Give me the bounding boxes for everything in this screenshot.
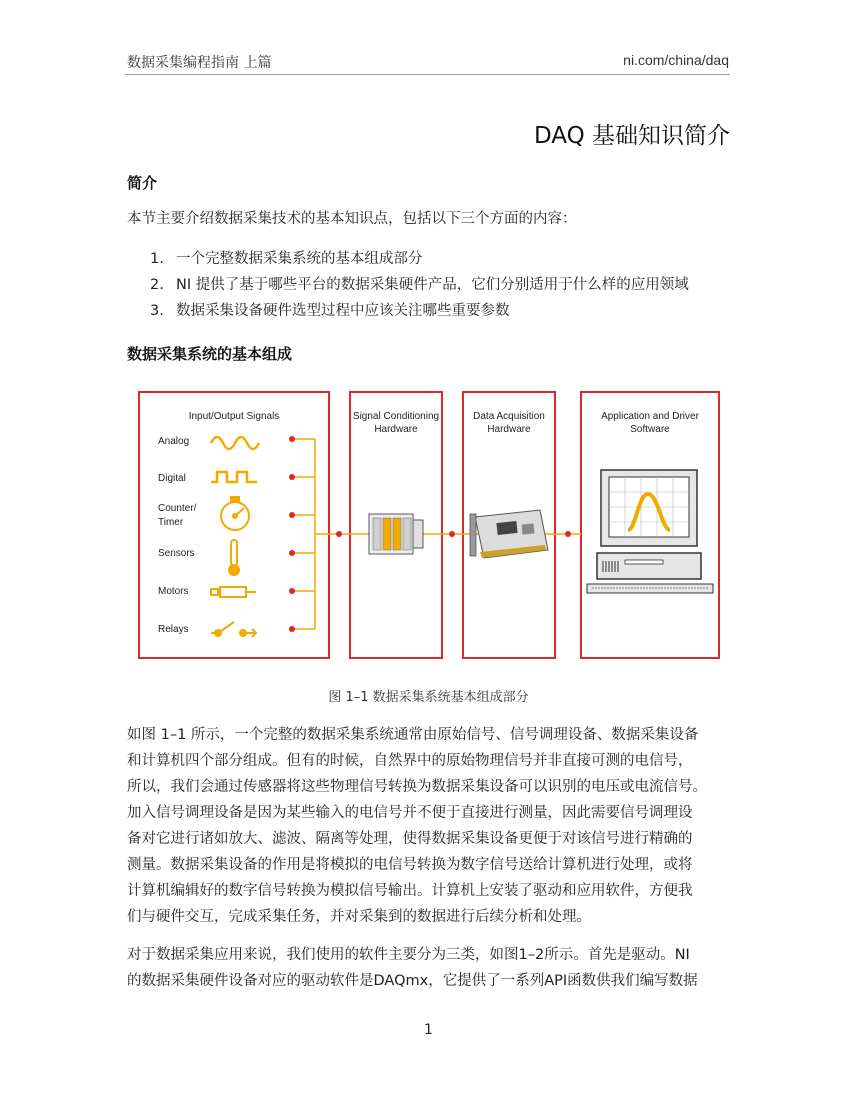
- app-box-title-1: Application and Driver: [601, 411, 699, 422]
- text-line: 对于数据采集应用来说，我们使用的软件主要分为三类，如图1–2所示。首先是驱动。NI: [127, 947, 690, 963]
- body-paragraph-1: [127, 722, 742, 930]
- daq-box-title-1: Data Acquisition: [473, 411, 545, 422]
- signal-label-motors: Motors: [158, 586, 189, 597]
- list-item: 3. 数据采集设备硬件选型过程中应该关注哪些重要参数: [150, 303, 510, 319]
- page-number: 1: [424, 1022, 433, 1038]
- computer-icon: [587, 470, 713, 593]
- text-line: 和计算机四个部分组成。但有的时候，自然界中的原始物理信号并非直接可测的电信号，: [127, 753, 693, 769]
- text-line: 加入信号调理设备是因为某些输入的电信号并不便于直接进行测量，因此需要信号调理设: [127, 805, 693, 821]
- signal-label-relays: Relays: [158, 624, 189, 635]
- daq-box-title-2: Hardware: [487, 424, 531, 435]
- text-line: 如图 1–1 所示，一个完整的数据采集系统通常由原始信号、信号调理设备、数据采集设备: [127, 727, 699, 743]
- signal-label-digital: Digital: [158, 473, 186, 484]
- section-heading-intro: 简介: [127, 174, 158, 192]
- thermometer-icon: [229, 540, 239, 575]
- signal-conditioning-module-icon: [369, 514, 423, 554]
- signal-label-counter: Counter/: [158, 503, 197, 514]
- app-box-title-2: Software: [630, 424, 670, 435]
- text-line: 计算机编辑好的数字信号转换为模拟信号输出。计算机上安装了驱动和应用软件，方便我: [127, 883, 693, 899]
- signal-label-analog: Analog: [158, 436, 190, 447]
- text-line: 测量。数据采集设备的作用是将模拟的电信号转换为数字信号送给计算机进行处理，或将: [127, 857, 693, 873]
- running-header-title: 数据采集编程指南 上篇: [127, 55, 272, 71]
- text-line: 备对它进行诸如放大、滤波、隔离等处理，使得数据采集设备更便于对该信号进行精确的: [127, 831, 693, 847]
- motor-icon: [211, 587, 256, 597]
- relay-switch-icon: [211, 622, 256, 637]
- signal-label-timer: Timer: [158, 517, 184, 528]
- page-title: DAQ 基础知识简介: [533, 123, 730, 149]
- body-paragraph-2: [127, 942, 742, 994]
- section-heading-components: 数据采集系统的基本组成: [127, 345, 293, 363]
- figure-caption: 图 1–1 数据采集系统基本组成部分: [328, 690, 529, 705]
- digital-pulse-icon: [211, 472, 257, 482]
- text-line: 们与硬件交互，完成采集任务，并对采集到的数据进行后续分析和处理。: [127, 909, 591, 925]
- list-item: 2. NI 提供了基于哪些平台的数据采集硬件产品，它们分别适用于什么样的应用领域: [150, 277, 689, 293]
- text-line: 的数据采集硬件设备对应的驱动软件是DAQmx，它提供了一系列API函数供我们编写数据: [127, 973, 698, 989]
- daq-card-icon: [470, 510, 548, 558]
- sc-box-title-1: Signal Conditioning: [352, 411, 440, 422]
- running-header-url: ni.com/china/daq: [623, 52, 729, 68]
- analog-wave-icon: [211, 437, 259, 449]
- sc-box-title-2: Hardware: [374, 424, 418, 435]
- list-item: 1. 一个完整数据采集系统的基本组成部分: [150, 251, 423, 267]
- intro-paragraph: 本节主要介绍数据采集技术的基本知识点，包括以下三个方面的内容：: [127, 211, 577, 227]
- signal-label-sensors: Sensors: [158, 548, 195, 559]
- io-box-title: Input/Output Signals: [188, 411, 280, 422]
- stopwatch-icon: [221, 497, 249, 530]
- text-line: 所以，我们会通过传感器将这些物理信号转换为数据采集设备可以识别的电压或电流信号。: [127, 779, 707, 795]
